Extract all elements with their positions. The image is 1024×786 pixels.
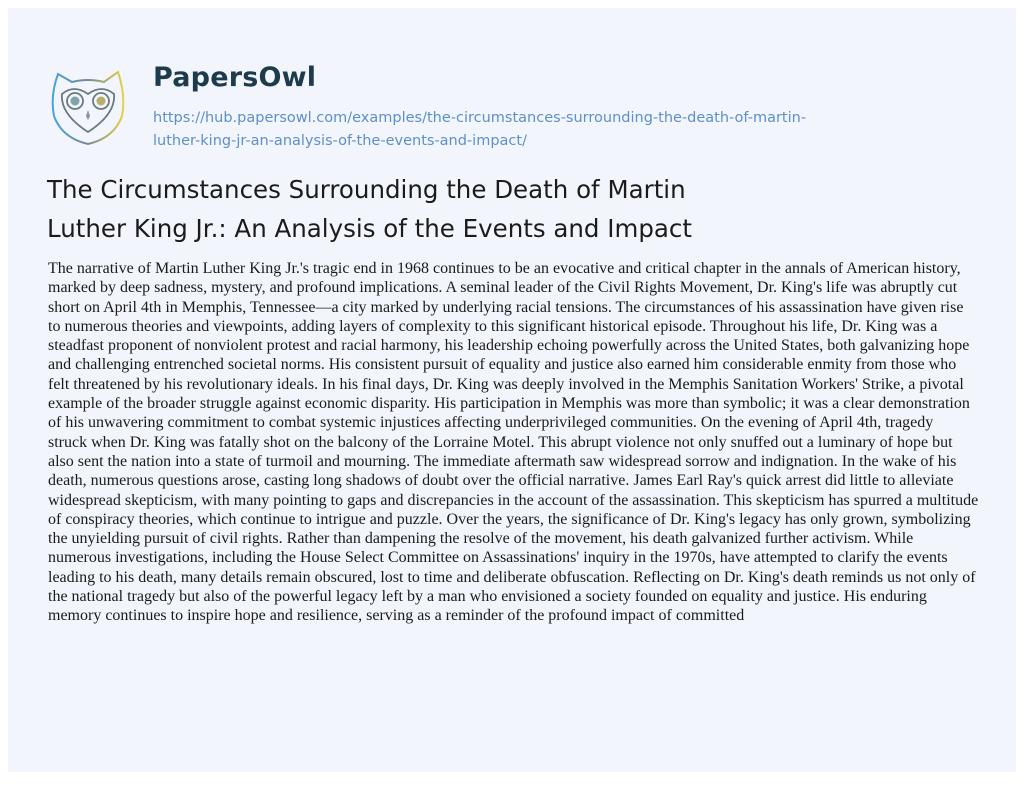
body-line: short on April 4th in Memphis, Tennessee—a city marked by underlying racial tensions. The circumstances of his assassination have given rise <box>48 298 964 316</box>
body-line: of conspiracy theories, which continue to intrigue and puzzle. Over the years, the significance of Dr. King's legacy has only grown, symbolizing <box>48 510 971 528</box>
document-title <box>47 170 947 248</box>
body-line: leading to his death, many details remain obscured, lost to time and deliberate obfuscation. Reflecting on Dr. King's death reminds us not only of <box>48 568 976 586</box>
body-line: numerous investigations, including the House Select Committee on Assassinations' inquiry in the 1970s, have attempted to clarify the events <box>48 549 948 567</box>
brand-name[interactable]: PapersOwl <box>153 62 317 93</box>
body-line: the national tragedy but also of the powerful legacy left by a man who envisioned a society founded on equality and justice. His enduring <box>48 588 927 606</box>
title-line: The Circumstances Surrounding the Death of Martin <box>47 175 686 204</box>
body-line: The narrative of Martin Luther King Jr.'s tragic end in 1968 continues to be an evocative and critical chapter in the annals of American history, <box>48 260 961 277</box>
source-url[interactable] <box>153 107 973 153</box>
body-line: struck when Dr. King was fatally shot on the balcony of the Lorraine Motel. This abrupt violence not only snuffed out a luminary of hope but <box>48 433 953 451</box>
body-line: marked by deep sadness, mystery, and profound implications. A seminal leader of the Civil Rights Movement, Dr. King's life was abruptly cut <box>48 279 958 297</box>
url-line[interactable]: https://hub.papersowl.com/examples/the-circumstances-surrounding-the-death-of-martin- <box>153 110 807 126</box>
title-line: Luther King Jr.: An Analysis of the Events and Impact <box>47 214 692 243</box>
body-line: also sent the nation into a state of turmoil and mourning. The immediate aftermath saw widespread sorrow and indignation. In the wake of his <box>48 452 957 470</box>
body-line: example of the broader struggle against economic disparity. His participation in Memphis was more than symbolic; it was a clear demonstration <box>48 395 970 413</box>
body-line: felt threatened by his revolutionary ideals. In his final days, Dr. King was deeply involved in the Memphis Sanitation Workers' Strike, a pivotal <box>48 375 964 393</box>
body-line: of his unwavering commitment to combat systemic injustices affecting underprivileged communities. On the evening of April 4th, tragedy <box>48 414 934 432</box>
body-line: widespread skepticism, with many pointing to gaps and discrepancies in the account of the assassination. This skepticism has spurred a multitude <box>48 491 979 509</box>
body-line: to numerous theories and viewpoints, adding layers of complexity to this significant historical episode. Throughout his life, Dr. King was a <box>48 317 938 335</box>
document-body <box>48 259 1008 626</box>
url-line[interactable]: luther-king-jr-an-analysis-of-the-events-and-impact/ <box>153 133 527 149</box>
body-line: the unyielding pursuit of civil rights. Rather than dampening the resolve of the movement, his death galvanized further activism. While <box>48 530 914 548</box>
body-line: steadfast proponent of nonviolent protest and racial harmony, his leadership echoing powerfully across the United States, both galvanizing hope <box>48 337 970 355</box>
body-line: and challenging entrenched societal norms. His consistent pursuit of equality and justice also earned him considerable enmity from those who <box>48 356 957 374</box>
owl-logo-icon <box>48 66 128 148</box>
body-line: death, numerous questions arose, casting long shadows of doubt over the official narrative. James Earl Ray's quick arrest did little to alleviate <box>48 472 954 490</box>
body-line: memory continues to inspire hope and resilience, serving as a reminder of the profound impact of committed <box>48 607 745 625</box>
